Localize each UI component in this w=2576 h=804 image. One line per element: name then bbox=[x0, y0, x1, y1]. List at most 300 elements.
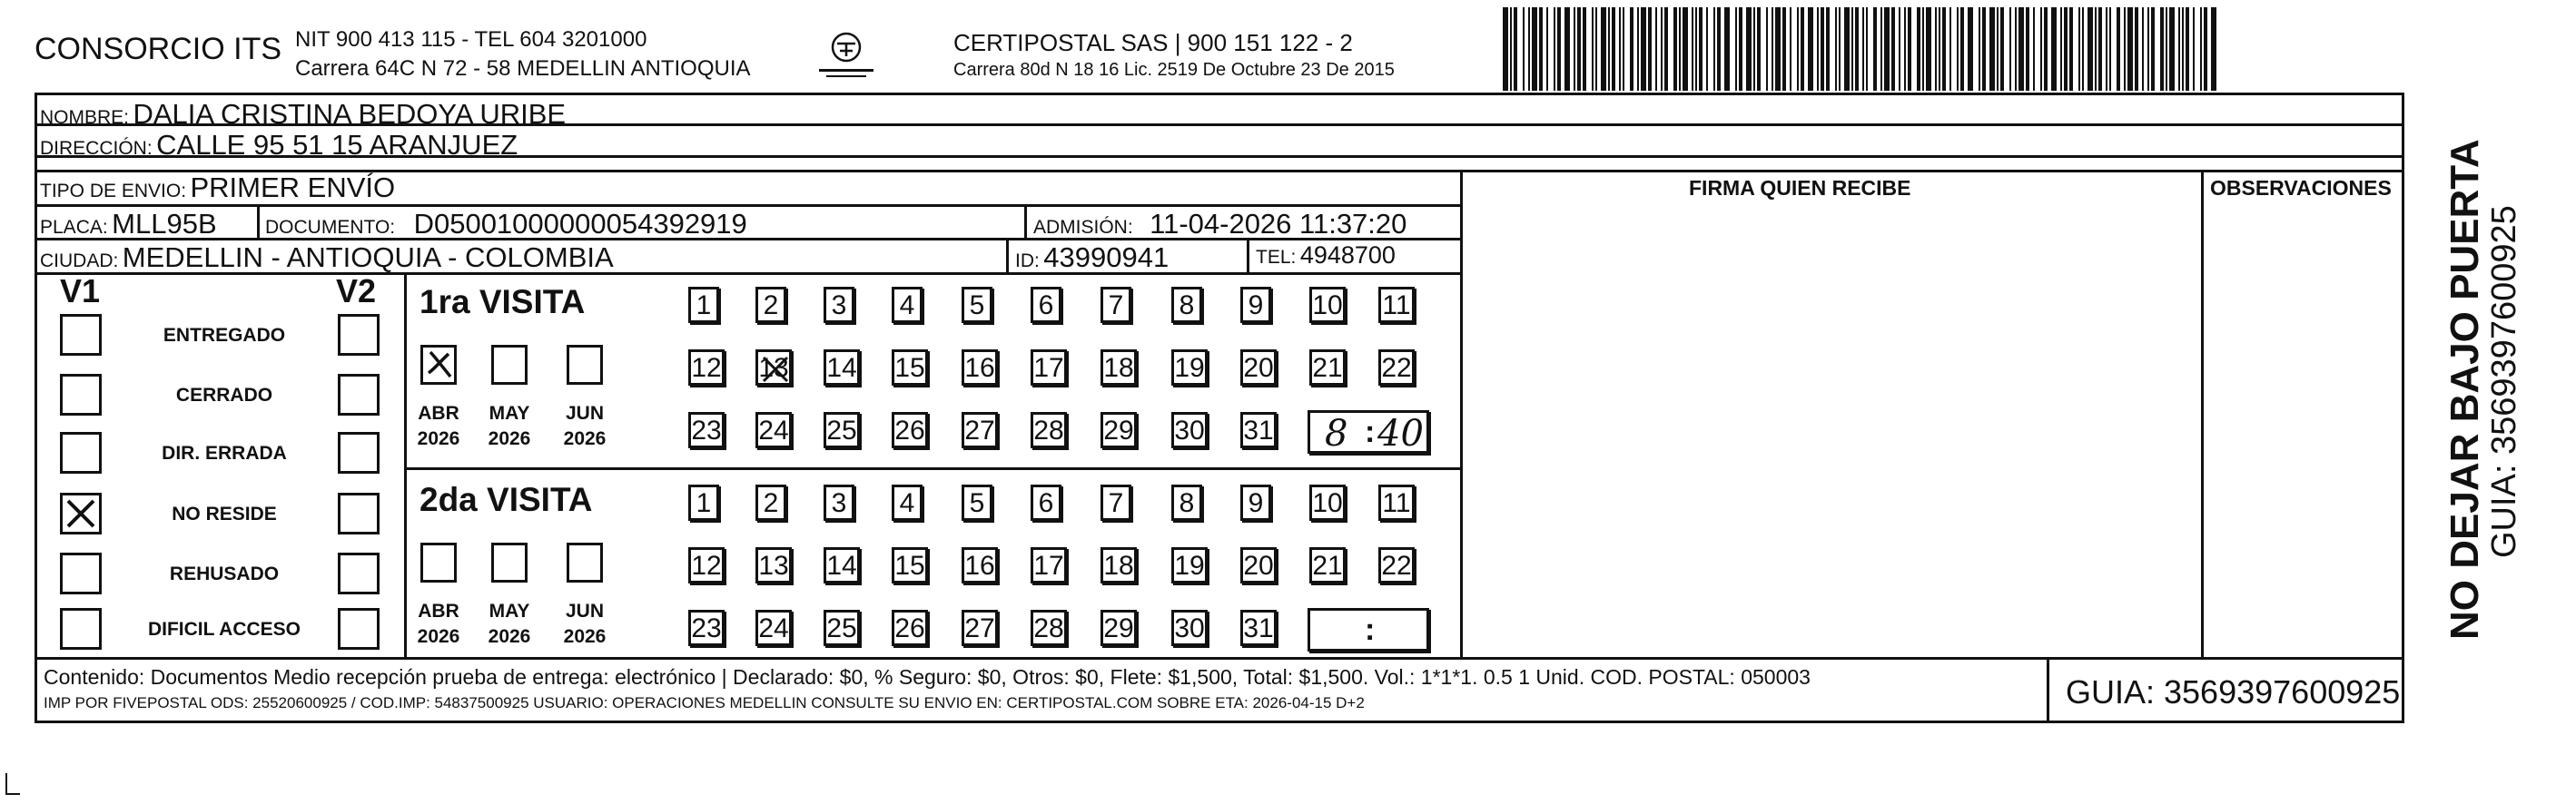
barcode-bar bbox=[2151, 7, 2155, 91]
year-label: 2026 bbox=[563, 428, 607, 449]
day-number: 28 bbox=[1033, 613, 1064, 643]
day-number: 1 bbox=[696, 488, 712, 518]
day-number: 17 bbox=[1033, 551, 1064, 581]
barcode-bar bbox=[1844, 7, 1850, 91]
direccion-label: DIRECCIÓN: bbox=[40, 138, 153, 159]
day-box[interactable] bbox=[1031, 287, 1061, 323]
barcode-bar bbox=[2211, 7, 2216, 91]
courier-name: CERTIPOSTAL SAS | 900 151 122 - 2 bbox=[953, 29, 1353, 56]
month-label: ABR bbox=[418, 601, 459, 622]
side-guia: GUIA: 3569397600925 bbox=[2485, 205, 2523, 558]
day-box[interactable] bbox=[962, 287, 992, 323]
day-number: 15 bbox=[894, 551, 925, 581]
day-number: 27 bbox=[964, 613, 995, 643]
barcode-bar bbox=[1523, 7, 1525, 91]
v1-checkbox[interactable] bbox=[60, 493, 102, 534]
company-name: CONSORCIO ITS bbox=[35, 32, 282, 66]
v2-checkbox[interactable] bbox=[338, 432, 380, 474]
status-label: DIR. ERRADA bbox=[162, 443, 287, 464]
day-box[interactable] bbox=[1171, 610, 1208, 646]
day-number: 13 bbox=[758, 551, 789, 581]
id-label: ID: bbox=[1015, 250, 1040, 271]
v1-checkbox[interactable] bbox=[60, 314, 102, 356]
barcode-bar bbox=[1884, 7, 1890, 91]
barcode-bar bbox=[1826, 7, 1830, 91]
barcode-bar bbox=[2106, 7, 2107, 91]
day-box[interactable] bbox=[1240, 412, 1277, 448]
barcode-bar bbox=[1935, 7, 1937, 91]
id-value: 43990941 bbox=[1043, 241, 1170, 273]
company-nit: NIT 900 413 115 - TEL 604 3201000 bbox=[295, 27, 647, 52]
x-mark-icon bbox=[760, 354, 791, 385]
barcode-bar bbox=[1866, 7, 1868, 91]
barcode-bar bbox=[2124, 7, 2126, 91]
barcode-bar bbox=[1746, 7, 1752, 91]
barcode-bar bbox=[1821, 7, 1824, 91]
courier-address: Carrera 80d N 18 16 Lic. 2519 De Octubre 23 De 2015 bbox=[953, 60, 1395, 80]
id-row bbox=[1015, 241, 1169, 274]
day-box[interactable] bbox=[824, 610, 860, 646]
barcode-bar bbox=[1695, 7, 1697, 91]
v1-checkbox[interactable] bbox=[60, 432, 102, 474]
day-number: 19 bbox=[1174, 353, 1205, 383]
day-box[interactable] bbox=[1240, 610, 1277, 646]
barcode-bar bbox=[2178, 7, 2180, 91]
barcode-bar bbox=[1939, 7, 1940, 91]
day-number: 7 bbox=[1108, 290, 1124, 320]
day-box[interactable] bbox=[1171, 485, 1202, 521]
barcode-bar bbox=[1592, 7, 1594, 91]
barcode-bar bbox=[1790, 7, 1791, 91]
status-label: CERRADO bbox=[175, 385, 273, 406]
day-number: 12 bbox=[691, 353, 722, 383]
nombre-row bbox=[40, 98, 566, 131]
barcode-bar bbox=[1797, 7, 1799, 91]
day-number: 16 bbox=[964, 353, 995, 383]
day-box[interactable] bbox=[1309, 349, 1346, 386]
day-box[interactable] bbox=[824, 349, 860, 386]
day-box[interactable] bbox=[1100, 412, 1137, 448]
v2-checkbox[interactable] bbox=[338, 374, 380, 416]
nombre-value: DALIA CRISTINA BEDOYA URIBE bbox=[133, 98, 567, 130]
day-number: 29 bbox=[1103, 613, 1134, 643]
barcode-bar bbox=[1539, 7, 1543, 91]
day-box[interactable] bbox=[1378, 547, 1415, 583]
barcode-bar bbox=[1655, 7, 1657, 91]
day-number: 30 bbox=[1174, 613, 1205, 643]
barcode-bar bbox=[1801, 7, 1804, 91]
day-number: 18 bbox=[1103, 353, 1134, 383]
v1-header: V1 bbox=[60, 272, 101, 309]
day-box[interactable] bbox=[1309, 485, 1346, 521]
nombre-label: NOMBRE: bbox=[40, 107, 130, 128]
month-checkbox[interactable] bbox=[420, 543, 457, 583]
day-box[interactable] bbox=[962, 412, 998, 448]
barcode-bar bbox=[1595, 7, 1597, 91]
day-box[interactable] bbox=[1171, 287, 1202, 323]
barcode-bar bbox=[1699, 7, 1703, 91]
barcode-bar bbox=[2082, 7, 2084, 91]
barcode-bar bbox=[1648, 7, 1652, 91]
day-number: 26 bbox=[894, 416, 925, 446]
barcode-bar bbox=[2117, 7, 2120, 91]
admision-value: 11-04-2026 11:37:20 bbox=[1150, 208, 1407, 240]
barcode-bar bbox=[1917, 7, 1920, 91]
v2-checkbox[interactable] bbox=[338, 608, 380, 650]
day-box[interactable] bbox=[892, 349, 928, 386]
day-box[interactable] bbox=[1171, 412, 1208, 448]
day-number: 5 bbox=[969, 290, 985, 320]
day-number: 17 bbox=[1033, 353, 1064, 383]
day-box[interactable] bbox=[688, 287, 719, 323]
day-box[interactable] bbox=[824, 412, 860, 448]
barcode-bar bbox=[1706, 7, 1708, 91]
day-box[interactable] bbox=[755, 412, 792, 448]
v2-checkbox[interactable] bbox=[338, 493, 380, 534]
barcode-bar bbox=[2166, 7, 2167, 91]
barcode-bar bbox=[1922, 7, 1924, 91]
barcode-bar bbox=[2087, 7, 2093, 91]
day-box[interactable] bbox=[1031, 610, 1067, 646]
barcode-bar bbox=[1982, 7, 1986, 91]
barcode-bar bbox=[1880, 7, 1882, 91]
day-number: 29 bbox=[1103, 416, 1134, 446]
barcode-bar bbox=[1661, 7, 1663, 91]
day-box[interactable] bbox=[1240, 349, 1277, 386]
barcode-bar bbox=[2040, 7, 2042, 91]
barcode-bar bbox=[1997, 7, 1999, 91]
day-box[interactable] bbox=[1100, 349, 1137, 386]
barcode-bar bbox=[1577, 7, 1581, 91]
month-checkbox[interactable] bbox=[567, 543, 603, 583]
day-box[interactable] bbox=[755, 485, 786, 521]
documento-value: D05001000000054392919 bbox=[413, 208, 747, 240]
day-number: 14 bbox=[826, 353, 857, 383]
day-number: 4 bbox=[899, 488, 915, 518]
v2-checkbox[interactable] bbox=[338, 553, 380, 594]
day-box[interactable] bbox=[962, 349, 998, 386]
barcode-bar bbox=[1960, 7, 1964, 91]
barcode-bar bbox=[1619, 7, 1621, 91]
day-box[interactable] bbox=[1309, 287, 1346, 323]
day-box[interactable] bbox=[755, 349, 792, 386]
day-box[interactable] bbox=[688, 349, 725, 386]
day-number: 2 bbox=[763, 290, 779, 320]
v1-checkbox[interactable] bbox=[60, 608, 102, 650]
day-box[interactable] bbox=[1031, 412, 1067, 448]
day-number: 6 bbox=[1038, 488, 1054, 518]
footer-imp: IMP POR FIVEPOSTAL ODS: 25520600925 / COD.IMP: 54837500925 USUARIO: OPERACIONES MEDELLIN CONSULTE SU ENVIO EN: CERTIPOSTAL.COM SOBRE ETA: 2026-04-15 D+2 bbox=[44, 694, 1365, 711]
barcode-bar bbox=[1957, 7, 1959, 91]
barcode-bar bbox=[1757, 7, 1761, 91]
day-box[interactable] bbox=[1240, 287, 1271, 323]
day-box[interactable] bbox=[1309, 547, 1346, 583]
time-hour: 8 bbox=[1325, 413, 1348, 455]
documento-label: DOCUMENTO: bbox=[265, 217, 396, 238]
placa-label: PLACA: bbox=[40, 217, 108, 238]
day-number: 14 bbox=[826, 551, 857, 581]
day-box[interactable] bbox=[1031, 485, 1061, 521]
day-number: 2 bbox=[763, 488, 779, 518]
day-box[interactable] bbox=[1100, 547, 1137, 583]
barcode-bar bbox=[2098, 7, 2102, 91]
v2-header: V2 bbox=[336, 272, 377, 309]
visit-title: 1ra VISITA bbox=[419, 283, 586, 320]
day-box[interactable] bbox=[688, 485, 719, 521]
day-number: 24 bbox=[758, 613, 789, 643]
day-box[interactable] bbox=[892, 412, 928, 448]
barcode-bar bbox=[1766, 7, 1768, 91]
status-label: REHUSADO bbox=[169, 564, 280, 584]
day-number: 21 bbox=[1312, 353, 1343, 383]
day-box[interactable] bbox=[755, 610, 792, 646]
day-number: 23 bbox=[691, 613, 722, 643]
month-label: JUN bbox=[565, 601, 604, 622]
day-box[interactable] bbox=[688, 610, 725, 646]
day-number: 25 bbox=[826, 416, 857, 446]
month-checkbox[interactable] bbox=[420, 345, 457, 385]
tel-value: 4948700 bbox=[1299, 241, 1396, 269]
x-mark-icon bbox=[423, 348, 454, 382]
certipostal-logo bbox=[810, 31, 883, 82]
time-field[interactable] bbox=[1308, 410, 1429, 454]
day-box[interactable] bbox=[1171, 349, 1208, 386]
barcode-bar bbox=[2078, 7, 2080, 91]
barcode-bar bbox=[2051, 7, 2057, 91]
corner-mark bbox=[5, 773, 20, 795]
barcode-bar bbox=[1557, 7, 1561, 91]
day-box[interactable] bbox=[1378, 349, 1415, 386]
day-box[interactable] bbox=[892, 610, 928, 646]
day-number: 15 bbox=[894, 353, 925, 383]
day-box[interactable] bbox=[892, 287, 923, 323]
tel-row bbox=[1256, 241, 1396, 270]
ciudad-value: MEDELLIN - ANTIOQUIA - COLOMBIA bbox=[122, 241, 614, 273]
day-box[interactable] bbox=[824, 547, 860, 583]
day-number: 16 bbox=[964, 551, 995, 581]
placa-row bbox=[40, 208, 217, 240]
month-checkbox[interactable] bbox=[491, 543, 528, 583]
barcode-bar bbox=[2009, 7, 2011, 91]
day-box[interactable] bbox=[755, 287, 786, 323]
barcode-bar bbox=[2026, 7, 2029, 91]
barcode-bar bbox=[2044, 7, 2048, 91]
barcode-bar bbox=[1717, 7, 1721, 91]
day-number: 27 bbox=[964, 416, 995, 446]
day-box[interactable] bbox=[824, 485, 854, 521]
day-number: 21 bbox=[1312, 551, 1343, 581]
barcode-bar bbox=[1683, 7, 1688, 91]
barcode-bar bbox=[1724, 7, 1730, 91]
barcode-bar bbox=[1989, 7, 1995, 91]
ciudad-label: CIUDAD: bbox=[40, 250, 119, 271]
barcode-bar bbox=[1630, 7, 1633, 91]
day-number: 28 bbox=[1033, 416, 1064, 446]
day-box[interactable] bbox=[688, 412, 725, 448]
day-number: 3 bbox=[831, 488, 847, 518]
tipo-label: TIPO DE ENVIO: bbox=[40, 181, 187, 201]
direccion-value: CALLE 95 51 15 ARANJUEZ bbox=[156, 129, 518, 161]
day-number: 11 bbox=[1382, 488, 1411, 518]
day-box[interactable] bbox=[962, 610, 998, 646]
barcode-bar bbox=[1532, 7, 1537, 91]
month-label: MAY bbox=[489, 601, 530, 622]
day-number: 11 bbox=[1382, 290, 1411, 320]
barcode-bar bbox=[1503, 7, 1508, 91]
day-box[interactable] bbox=[824, 287, 854, 323]
day-number: 3 bbox=[831, 290, 847, 320]
day-box[interactable] bbox=[1171, 547, 1208, 583]
month-label: ABR bbox=[418, 403, 459, 424]
day-number: 31 bbox=[1243, 416, 1274, 446]
day-box[interactable] bbox=[1240, 547, 1277, 583]
barcode-bar bbox=[2064, 7, 2068, 91]
day-box[interactable] bbox=[1378, 485, 1415, 521]
barcode-bar bbox=[1574, 7, 1575, 91]
day-box[interactable] bbox=[1031, 349, 1067, 386]
footer-contenido: Contenido: Documentos Medio recepción prueba de entrega: electrónico | Declarado: $0, % Seguro: $0, Otros: $0, Flete: $1,500, Total: $1,500. Vol.: 1*1*1. 0.5 1 Unid. COD. POSTAL: 050003 bbox=[44, 665, 1811, 689]
day-box[interactable] bbox=[892, 547, 928, 583]
barcode-bar bbox=[2204, 7, 2207, 91]
day-box[interactable] bbox=[1100, 610, 1137, 646]
day-box[interactable] bbox=[962, 547, 998, 583]
barcode-bar bbox=[1713, 7, 1715, 91]
day-box[interactable] bbox=[1378, 287, 1415, 323]
day-box[interactable] bbox=[1100, 485, 1131, 521]
barcode-bar bbox=[2193, 7, 2195, 91]
day-box[interactable] bbox=[962, 485, 992, 521]
barcode-bar bbox=[1612, 7, 1615, 91]
barcode-bar bbox=[2186, 7, 2189, 91]
barcode-bar bbox=[2142, 7, 2144, 91]
barcode-bar bbox=[1664, 7, 1668, 91]
day-number: 7 bbox=[1108, 488, 1124, 518]
status-label: DIFICIL ACCESO bbox=[147, 619, 301, 640]
day-number: 4 bbox=[899, 290, 915, 320]
barcode-bar bbox=[2169, 7, 2175, 91]
barcode bbox=[1503, 0, 2229, 94]
day-number: 8 bbox=[1179, 488, 1195, 518]
barcode-bar bbox=[1968, 7, 1973, 91]
barcode-bar bbox=[2018, 7, 2024, 91]
day-number: 6 bbox=[1038, 290, 1054, 320]
barcode-bar bbox=[2200, 7, 2202, 91]
barcode-bar bbox=[2015, 7, 2017, 91]
barcode-bar bbox=[1608, 7, 1610, 91]
barcode-bar bbox=[2127, 7, 2133, 91]
day-number: 26 bbox=[894, 613, 925, 643]
day-number: 13 bbox=[758, 353, 789, 383]
barcode-bar bbox=[2069, 7, 2073, 91]
barcode-bar bbox=[1862, 7, 1864, 91]
day-number: 9 bbox=[1248, 290, 1264, 320]
day-number: 20 bbox=[1243, 353, 1274, 383]
barcode-bar bbox=[1514, 7, 1517, 91]
day-box[interactable] bbox=[755, 547, 792, 583]
barcode-bar bbox=[1904, 7, 1906, 91]
year-label: 2026 bbox=[488, 626, 531, 647]
barcode-bar bbox=[1899, 7, 1900, 91]
barcode-bar bbox=[2095, 7, 2097, 91]
admision-row bbox=[1033, 208, 1406, 240]
barcode-bar bbox=[1528, 7, 1530, 91]
day-number: 10 bbox=[1312, 488, 1343, 518]
day-box[interactable] bbox=[1240, 485, 1271, 521]
v2-checkbox[interactable] bbox=[338, 314, 380, 356]
time-separator: : bbox=[1365, 613, 1376, 647]
year-label: 2026 bbox=[563, 626, 607, 647]
day-number: 31 bbox=[1243, 613, 1274, 643]
time-field[interactable] bbox=[1308, 608, 1429, 652]
day-box[interactable] bbox=[1031, 547, 1067, 583]
tel-label: TEL: bbox=[1256, 247, 1297, 268]
year-label: 2026 bbox=[417, 428, 460, 449]
day-number: 22 bbox=[1381, 353, 1412, 383]
footer-guia: GUIA: 3569397600925 bbox=[2066, 673, 2401, 711]
barcode-bar bbox=[1546, 7, 1548, 91]
day-box[interactable] bbox=[688, 547, 725, 583]
day-number: 9 bbox=[1248, 488, 1264, 518]
month-label: JUN bbox=[565, 403, 604, 424]
day-number: 1 bbox=[696, 290, 712, 320]
barcode-bar bbox=[2182, 7, 2184, 91]
day-number: 23 bbox=[691, 416, 722, 446]
barcode-bar bbox=[1808, 7, 1813, 91]
barcode-bar bbox=[1623, 7, 1624, 91]
visit-title: 2da VISITA bbox=[419, 481, 593, 518]
direccion-row bbox=[40, 129, 518, 162]
documento-row bbox=[265, 208, 747, 240]
placa-value: MLL95B bbox=[112, 208, 217, 240]
barcode-bar bbox=[1855, 7, 1859, 91]
day-number: 30 bbox=[1174, 416, 1205, 446]
barcode-bar bbox=[1772, 7, 1773, 91]
barcode-bar bbox=[2000, 7, 2004, 91]
v1-checkbox[interactable] bbox=[60, 374, 102, 416]
barcode-bar bbox=[1908, 7, 1911, 91]
month-checkbox[interactable] bbox=[567, 345, 603, 385]
barcode-bar bbox=[1641, 7, 1646, 91]
barcode-bar bbox=[1753, 7, 1755, 91]
day-number: 10 bbox=[1312, 290, 1343, 320]
barcode-bar bbox=[1979, 7, 1980, 91]
barcode-bar bbox=[2135, 7, 2138, 91]
admision-label: ADMISIÓN: bbox=[1033, 217, 1133, 238]
barcode-bar bbox=[1926, 7, 1931, 91]
day-box[interactable] bbox=[892, 485, 923, 521]
barcode-bar bbox=[1873, 7, 1877, 91]
v1-checkbox[interactable] bbox=[60, 553, 102, 594]
day-number: 20 bbox=[1243, 551, 1274, 581]
year-label: 2026 bbox=[417, 626, 460, 647]
barcode-bar bbox=[1673, 7, 1677, 91]
barcode-bar bbox=[2060, 7, 2062, 91]
barcode-bar bbox=[1942, 7, 1946, 91]
barcode-bar bbox=[1851, 7, 1853, 91]
barcode-bar bbox=[1679, 7, 1681, 91]
barcode-bar bbox=[1554, 7, 1555, 91]
status-label: NO RESIDE bbox=[172, 504, 277, 525]
barcode-bar bbox=[1735, 7, 1737, 91]
tipo-row bbox=[40, 172, 395, 204]
barcode-bar bbox=[2033, 7, 2035, 91]
day-number: 18 bbox=[1103, 551, 1134, 581]
day-number: 12 bbox=[691, 551, 722, 581]
barcode-bar bbox=[1601, 7, 1606, 91]
day-number: 24 bbox=[758, 416, 789, 446]
day-box[interactable] bbox=[1100, 287, 1131, 323]
month-checkbox[interactable] bbox=[491, 345, 528, 385]
